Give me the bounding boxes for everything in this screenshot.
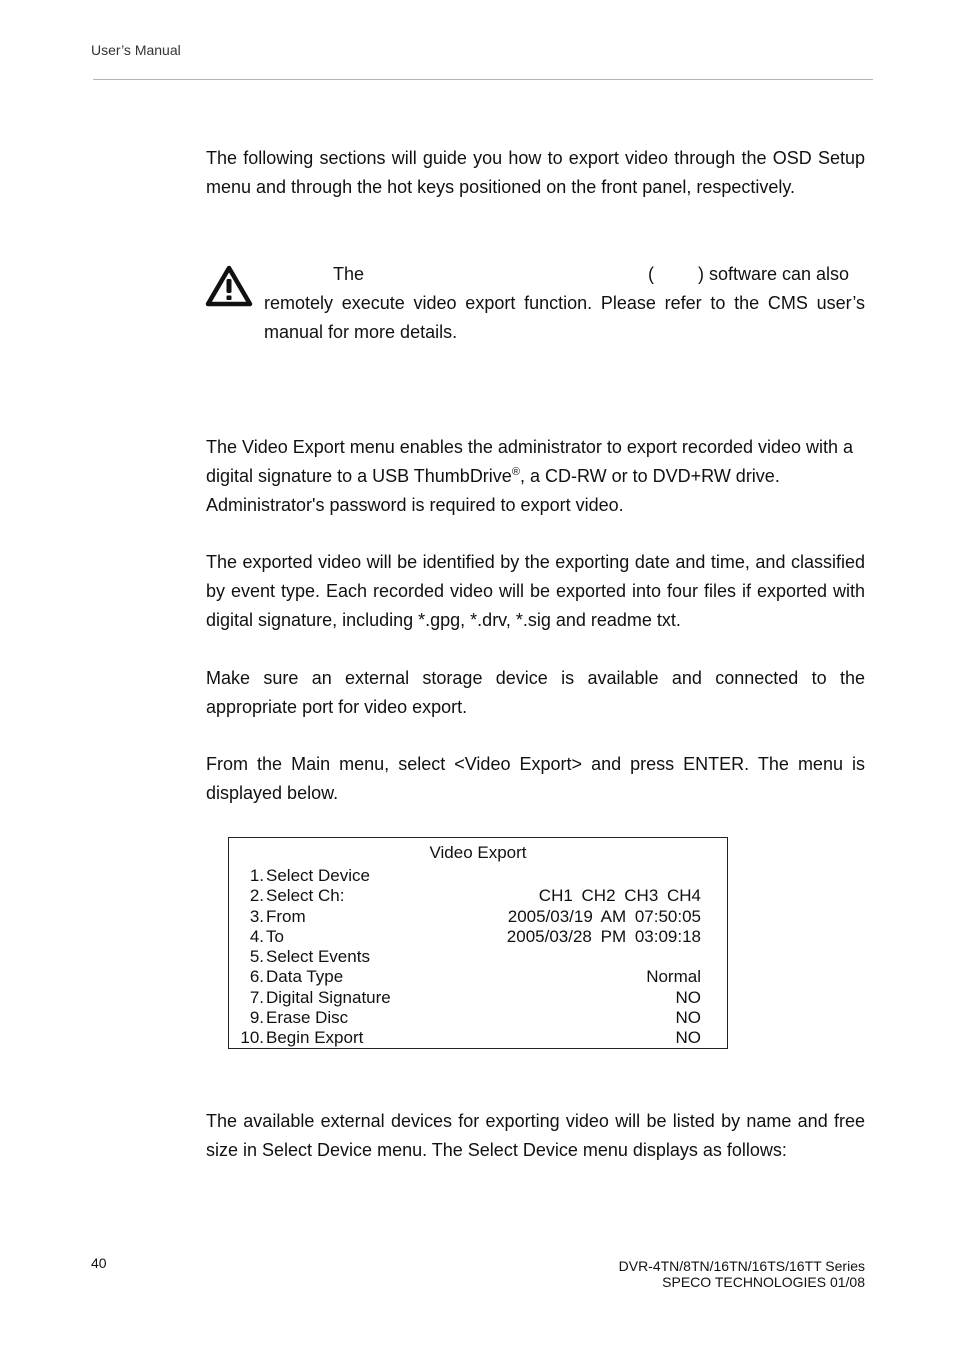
note-text-paren: ( xyxy=(648,264,654,284)
footer-info xyxy=(619,1258,865,1290)
note-text-end: ) software can also xyxy=(698,264,850,284)
note-body xyxy=(264,289,865,347)
select-device-paragraph: The available external devices for exporting video will be listed by name and free size in Select Device menu. The Select Device menu displays as follows: xyxy=(206,1111,865,1160)
menu-row[interactable] xyxy=(229,1008,727,1028)
intro-paragraph: The following sections will guide you how to export video through the OSD Setup menu and through the hot keys positioned on the front panel, respectively. xyxy=(206,148,865,197)
menu-item-number: 9. xyxy=(249,1007,264,1027)
menu-item-label: Select Events xyxy=(266,947,370,966)
running-header: User’s Manual xyxy=(91,42,181,58)
menu-item-number: 1. xyxy=(249,866,264,885)
description-part-1: The Video Export menu enables the administrator to export recorded video with a digital signature to a USB ThumbDrive xyxy=(206,437,854,486)
menu-item-value: NO xyxy=(675,1028,701,1047)
menu-item-label: Select Ch: xyxy=(266,886,345,906)
warning-triangle-icon xyxy=(205,264,253,308)
menu-item-label: Erase Disc xyxy=(266,1007,349,1027)
exported-files-paragraph: The exported video will be identified by the exporting date and time, and classified by event type. Each recorded video will be exported into four files if exported with digital signature, including *.gpg, *.drv, *.sig and readme txt. xyxy=(206,552,865,630)
note-text-start: The xyxy=(333,264,365,284)
description-part-2: , a CD-RW or to DVD+RW drive. Administrator's password is required to export video. xyxy=(206,466,780,515)
note-line-2: remotely execute video export function. Please refer to the CMS user’s xyxy=(264,293,865,313)
menu-item-label: Select Device xyxy=(266,866,370,885)
menu-row[interactable] xyxy=(229,967,727,987)
menu-row[interactable] xyxy=(229,947,727,967)
footer-series: DVR-4TN/8TN/16TN/16TS/16TT Series xyxy=(618,1258,865,1274)
menu-row[interactable] xyxy=(229,907,727,927)
menu-item-number: 2. xyxy=(249,886,264,906)
menu-item-label: From xyxy=(266,906,306,926)
menu-item-value: 2005/03/19 AM 07:50:05 xyxy=(507,906,701,926)
storage-paragraph: Make sure an external storage device is available and connected to the appropriate port for video export. xyxy=(206,668,865,717)
video-export-description xyxy=(206,433,871,520)
page-number: 40 xyxy=(91,1255,107,1271)
note-line-3: manual for more details. xyxy=(264,322,458,342)
menu-item-number: 7. xyxy=(249,987,264,1007)
menu-row[interactable] xyxy=(229,886,727,906)
menu-item-value: NO xyxy=(675,987,701,1007)
menu-row[interactable] xyxy=(229,988,727,1008)
menu-item-number: 3. xyxy=(249,906,264,926)
menu-item-value: Normal xyxy=(646,967,701,987)
footer-company: SPECO TECHNOLOGIES 01/08 xyxy=(662,1274,865,1290)
menu-item-number: 10. xyxy=(240,1028,264,1047)
menu-item-value: CH1 CH2 CH3 CH4 xyxy=(538,886,701,906)
menu-item-label: To xyxy=(266,926,284,946)
menu-item-label: Digital Signature xyxy=(266,987,391,1007)
menu-item-value: 2005/03/28 PM 03:09:18 xyxy=(506,926,701,946)
menu-row[interactable] xyxy=(229,866,727,886)
menu-item-number: 4. xyxy=(249,926,264,946)
menu-title: Video Export xyxy=(429,843,527,862)
registered-mark: ® xyxy=(511,466,520,478)
menu-item-number: 5. xyxy=(249,947,264,966)
menu-row[interactable] xyxy=(229,927,727,947)
menu-row[interactable] xyxy=(229,1028,727,1048)
menu-item-label: Begin Export xyxy=(266,1028,364,1047)
menu-item-number: 6. xyxy=(249,967,264,987)
menu-item-label: Data Type xyxy=(266,967,344,987)
main-menu-paragraph: From the Main menu, select <Video Export> and press ENTER. The menu is displayed below. xyxy=(206,754,865,803)
header-divider xyxy=(93,79,873,80)
video-export-menu xyxy=(228,837,728,1049)
menu-item-value: NO xyxy=(675,1007,701,1027)
